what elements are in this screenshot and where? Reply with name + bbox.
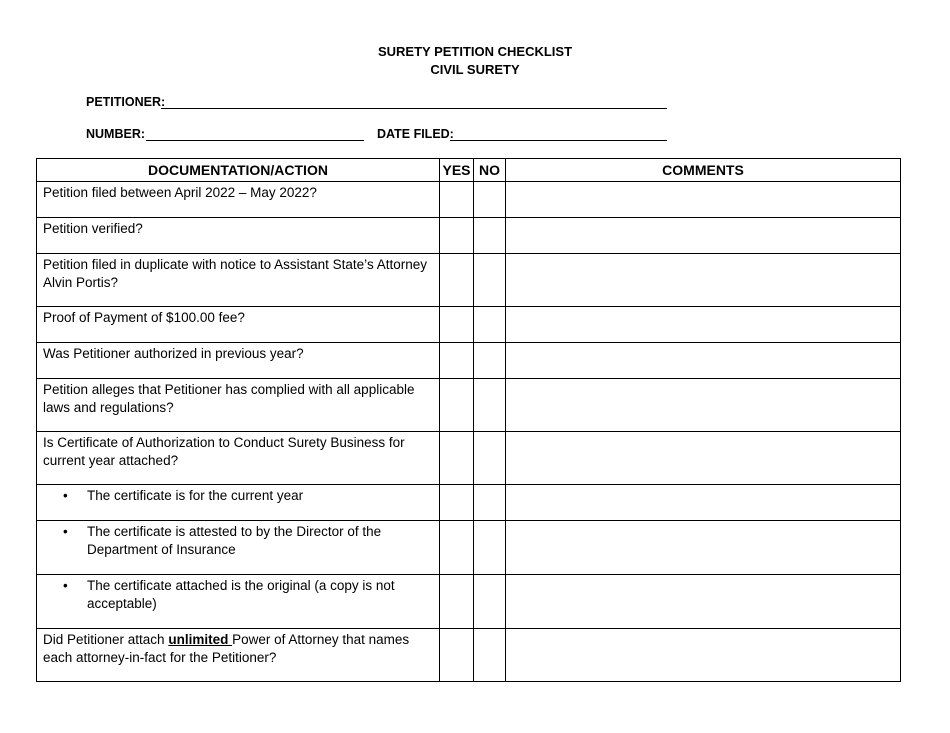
petitioner-field[interactable]	[161, 108, 667, 109]
petitioner-label: PETITIONER:	[86, 95, 166, 109]
yes-cell[interactable]	[440, 575, 474, 629]
yes-cell[interactable]	[440, 218, 474, 254]
comments-cell[interactable]	[506, 218, 901, 254]
table-row	[37, 432, 901, 485]
date-filed-label: DATE FILED:	[377, 127, 454, 141]
comments-cell[interactable]	[506, 254, 901, 307]
row-text: Petition filed between April 2022 – May 2022?	[43, 185, 317, 200]
row-text: Was Petitioner authorized in previous year?	[43, 346, 304, 361]
no-cell[interactable]	[474, 485, 506, 521]
no-cell[interactable]	[474, 629, 506, 682]
bullet-icon: •	[63, 578, 68, 593]
row-text: Petition verified?	[43, 221, 143, 236]
document-title: SURETY PETITION CHECKLIST	[377, 44, 573, 59]
checklist-table	[36, 158, 901, 682]
no-cell[interactable]	[474, 254, 506, 307]
comments-cell[interactable]	[506, 182, 901, 218]
row-text: The certificate is attested to by the Director of the Department of Insurance	[87, 524, 382, 557]
no-cell[interactable]	[474, 182, 506, 218]
comments-cell[interactable]	[506, 432, 901, 485]
no-cell[interactable]	[474, 521, 506, 575]
row-text: Is Certificate of Authorization to Conduct Surety Business for current year attached?	[43, 435, 405, 468]
comments-cell[interactable]	[506, 485, 901, 521]
bullet-icon: •	[63, 524, 68, 539]
yes-cell[interactable]	[440, 629, 474, 682]
yes-cell[interactable]	[440, 254, 474, 307]
comments-cell[interactable]	[506, 343, 901, 379]
yes-cell[interactable]	[440, 182, 474, 218]
header-comments: COMMENTS	[506, 159, 901, 182]
table-header-row	[37, 159, 901, 182]
no-cell[interactable]	[474, 432, 506, 485]
table-row	[37, 254, 901, 307]
header-no: NO	[474, 159, 506, 182]
row-text: Petition filed in duplicate with notice to Assistant State’s Attorney Alvin Portis?	[43, 257, 427, 290]
table-row	[37, 343, 901, 379]
row-text	[37, 629, 439, 667]
table-row	[37, 575, 901, 629]
no-cell[interactable]	[474, 307, 506, 343]
row-text: The certificate attached is the original (a copy is not acceptable)	[87, 578, 395, 611]
yes-cell[interactable]	[440, 432, 474, 485]
no-cell[interactable]	[474, 218, 506, 254]
no-cell[interactable]	[474, 343, 506, 379]
row-text-start: Did Petitioner attach	[43, 632, 169, 647]
header-yes: YES	[440, 159, 474, 182]
yes-cell[interactable]	[440, 521, 474, 575]
bullet-icon: •	[63, 488, 68, 503]
number-label: NUMBER:	[86, 127, 146, 141]
table-row	[37, 307, 901, 343]
row-text-emphasis: unlimited	[168, 632, 233, 647]
header-documentation: DOCUMENTATION/ACTION	[37, 159, 440, 182]
yes-cell[interactable]	[440, 307, 474, 343]
row-text: The certificate is for the current year	[87, 488, 304, 503]
table-row	[37, 629, 901, 682]
table-row	[37, 521, 901, 575]
comments-cell[interactable]	[506, 307, 901, 343]
no-cell[interactable]	[474, 379, 506, 432]
row-text-end: Power of Attorney that names each attorney-in-fact for the Petitioner?	[43, 632, 410, 665]
table-row	[37, 485, 901, 521]
yes-cell[interactable]	[440, 379, 474, 432]
no-cell[interactable]	[474, 575, 506, 629]
table-row	[37, 182, 901, 218]
table-row	[37, 218, 901, 254]
yes-cell[interactable]	[440, 485, 474, 521]
comments-cell[interactable]	[506, 521, 901, 575]
row-text: Petition alleges that Petitioner has complied with all applicable laws and regulations?	[43, 382, 415, 415]
yes-cell[interactable]	[440, 343, 474, 379]
table-row	[37, 379, 901, 432]
number-field[interactable]	[146, 140, 364, 141]
comments-cell[interactable]	[506, 575, 901, 629]
row-text: Proof of Payment of $100.00 fee?	[43, 310, 245, 325]
date-filed-field[interactable]	[450, 140, 667, 141]
comments-cell[interactable]	[506, 379, 901, 432]
comments-cell[interactable]	[506, 629, 901, 682]
document-subtitle: CIVIL SURETY	[430, 62, 520, 77]
